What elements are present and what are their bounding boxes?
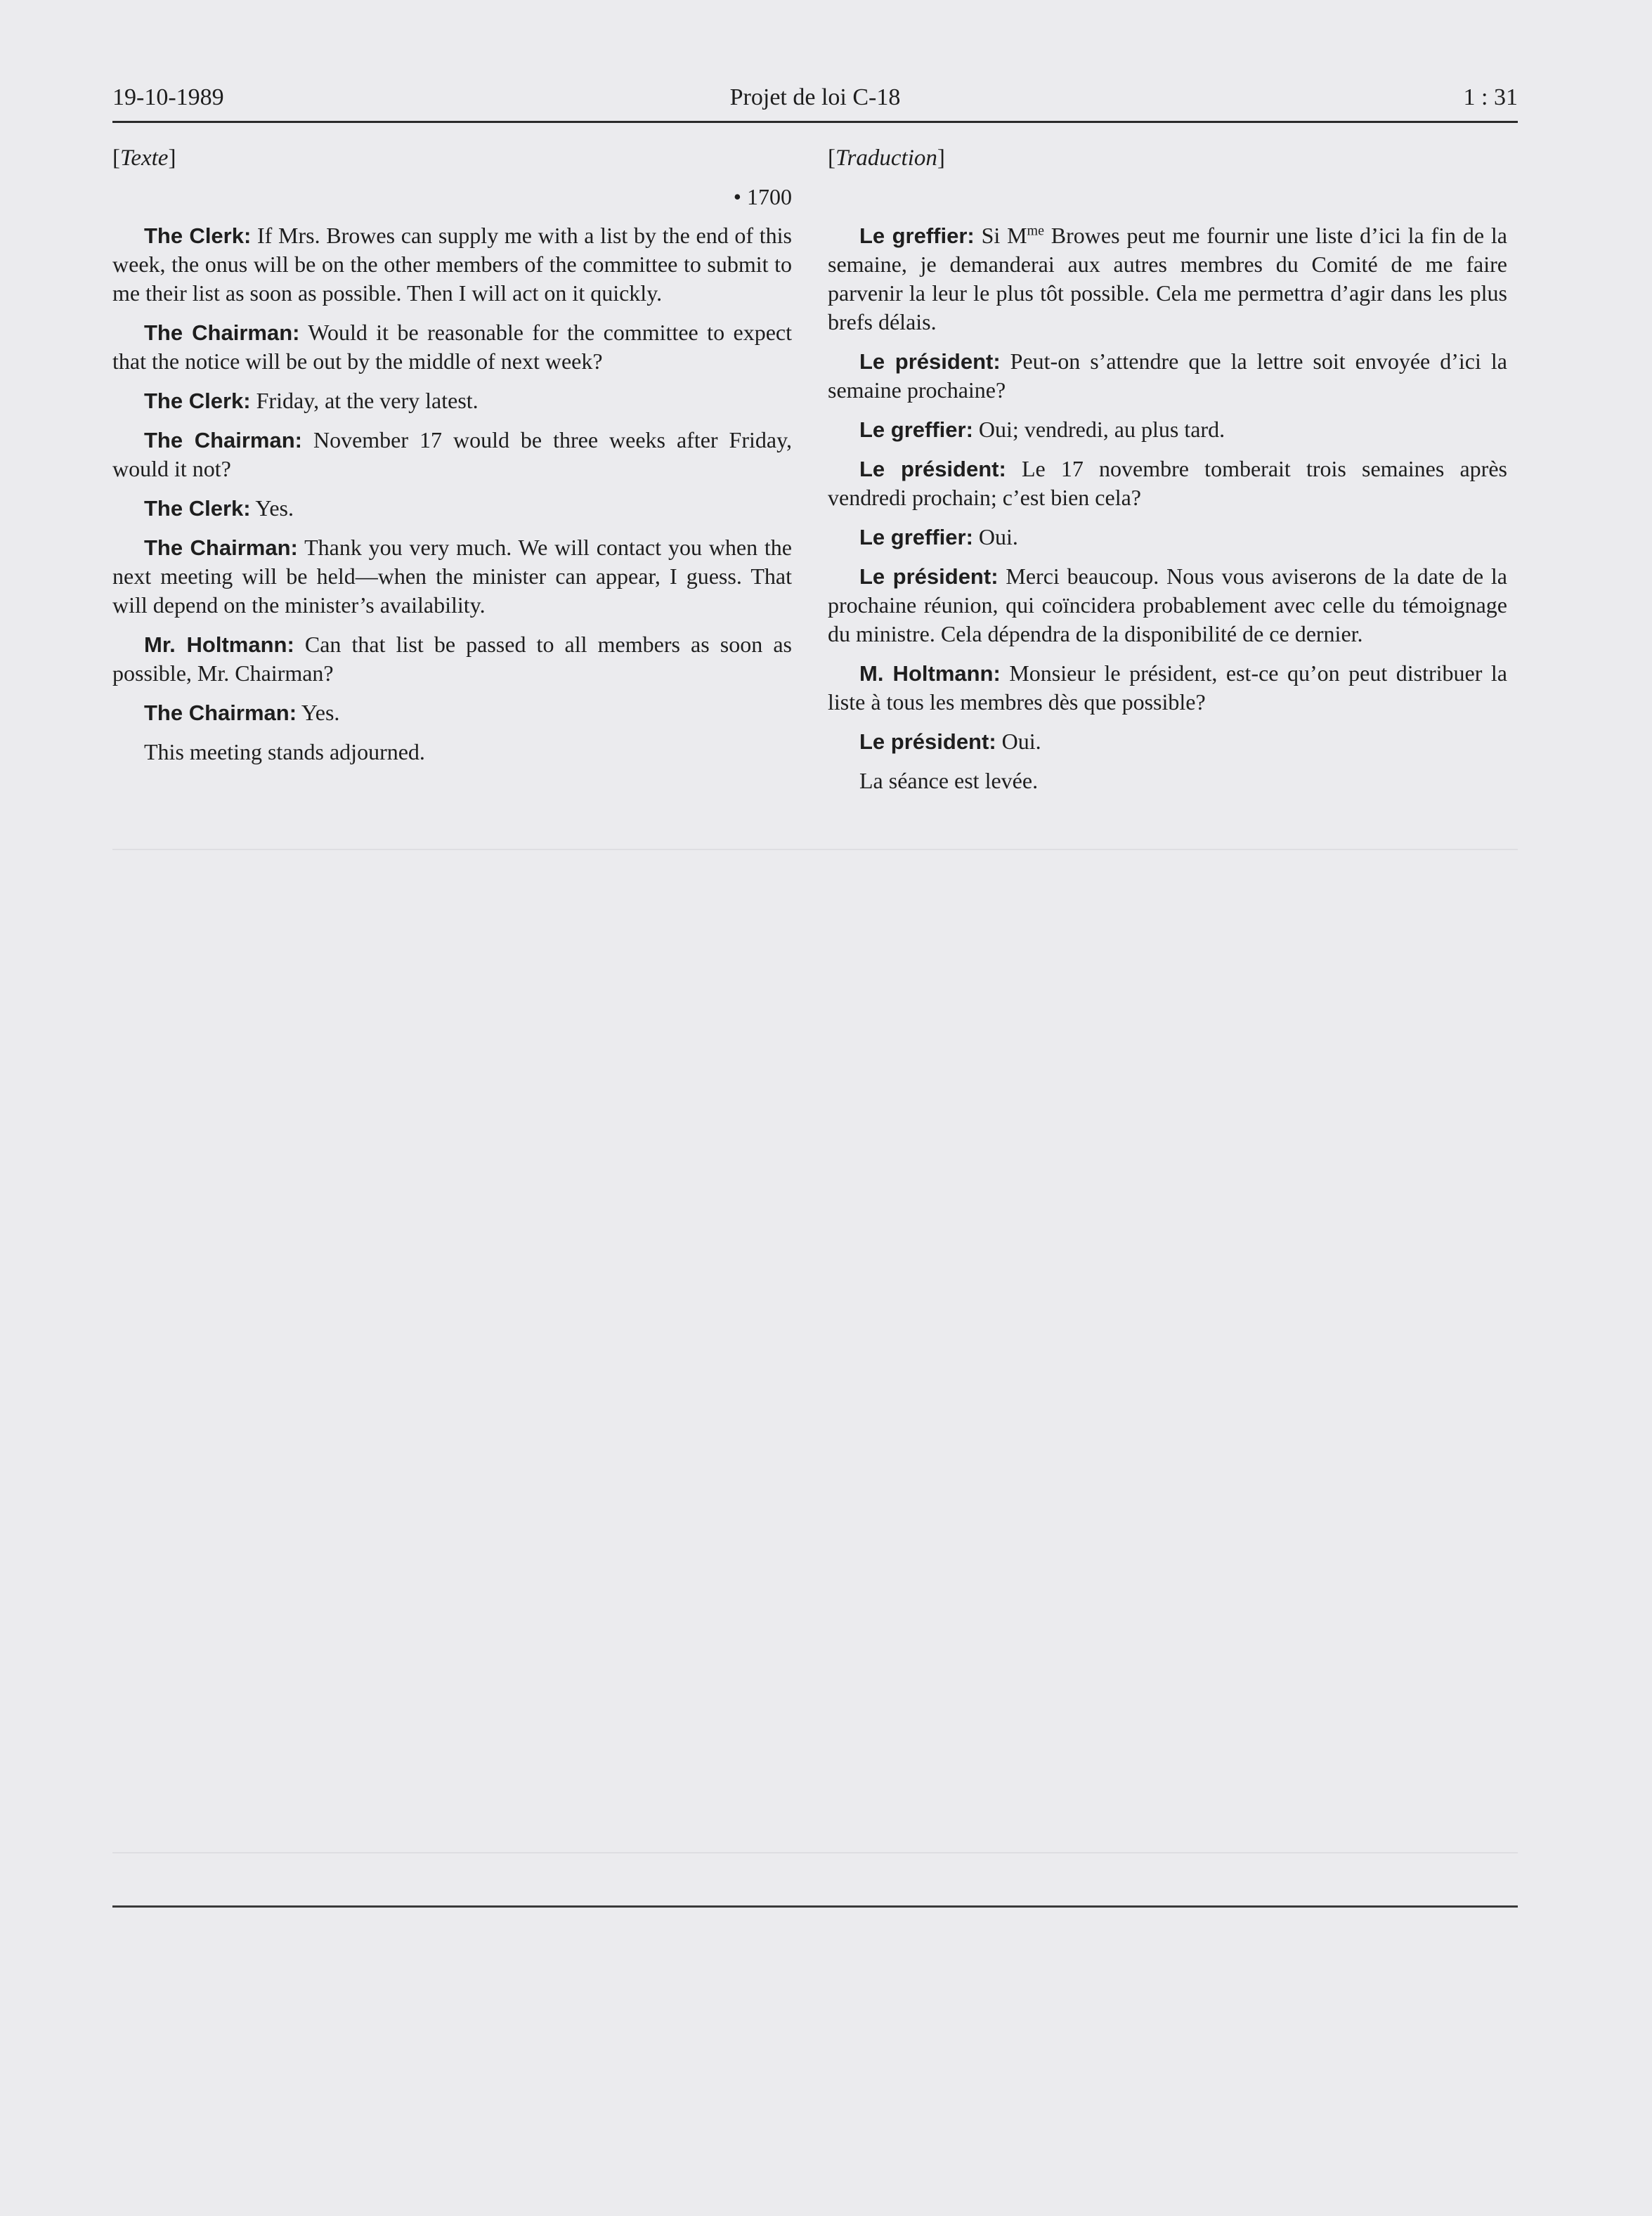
speech-text: La séance est levée.: [859, 768, 1039, 793]
timestamp-spacer: [828, 183, 1507, 211]
speech-text: Oui.: [996, 729, 1041, 754]
english-paragraph: [112, 426, 792, 483]
english-paragraph: [112, 221, 792, 308]
french-paragraph: [828, 659, 1507, 717]
french-paragraph: [828, 767, 1507, 795]
header-title: Projet de loi C-18: [729, 84, 901, 110]
french-column: [828, 144, 1507, 806]
speech-text: Would it be reasonable for the committee to expect that the notice will be out by the middle of next week?: [112, 320, 793, 374]
speech-text: Oui.: [973, 524, 1018, 549]
speech-text: November 17 would be three weeks after Friday, would it not?: [112, 427, 793, 481]
french-label-text: Traduction: [835, 145, 937, 171]
bleed-through-rule: [112, 849, 1518, 850]
speaker-name: The Chairman:: [144, 535, 298, 560]
superscript: me: [1027, 223, 1044, 239]
speaker-name: M. Holtmann:: [859, 661, 1001, 686]
footer-rule: [112, 1905, 1518, 1908]
speaker-name: Le président:: [859, 729, 996, 754]
speech-text: Thank you very much. We will contact you when the next meeting will be held—when the minister can appear, I guess. That will depend on the minister’s availability.: [112, 535, 793, 618]
timestamp: • 1700: [733, 184, 792, 209]
speaker-name: The Chairman:: [144, 320, 300, 345]
speaker-name: The Clerk:: [144, 496, 251, 521]
speech-text: Yes.: [250, 495, 294, 521]
speaker-name: Mr. Holtmann:: [144, 632, 294, 657]
english-label-text: Texte: [120, 145, 169, 171]
speech-text: Le 17 novembre tomberait trois semaines après vendredi prochain; c’est bien cela?: [828, 456, 1507, 510]
speech-text: Can that list be passed to all members as soon as possible, Mr. Chairman?: [112, 632, 792, 686]
speaker-name: Le greffier:: [859, 417, 973, 442]
speaker-name: Le greffier:: [859, 223, 975, 248]
english-paragraph: [112, 494, 792, 523]
french-paragraph: [828, 455, 1507, 512]
speech-text: Friday, at the very latest.: [250, 388, 479, 413]
english-section-label: [Texte]: [112, 145, 176, 171]
french-paragraph: [828, 727, 1507, 756]
header-date: 19-10-1989: [112, 84, 224, 110]
french-section-label: [Traduction]: [828, 145, 945, 171]
english-paragraph: [112, 698, 792, 727]
english-paragraph: [112, 533, 792, 620]
speech-text: Browes peut me fournir une liste d’ici la fin de la semaine, je demanderai aux autres membres du Comité de me faire parvenir la leur le plus tôt possible. Cela me permettra d’agir dans les plus brefs délais.: [828, 223, 1508, 334]
speech-text: Monsieur le président, est-ce qu’on peut distribuer la liste à tous les membres dès que possible?: [828, 660, 1508, 715]
speaker-name: The Clerk:: [144, 389, 251, 413]
french-paragraph: [828, 347, 1507, 405]
page-header: [112, 84, 1518, 123]
speaker-name: The Chairman:: [144, 700, 297, 725]
header-page-number: 1 : 31: [1463, 84, 1518, 110]
speaker-name: The Clerk:: [144, 223, 252, 248]
speech-text: Peut-on s’attendre que la lettre soit envoyée d’ici la semaine prochaine?: [828, 348, 1507, 403]
english-paragraph: [112, 738, 792, 767]
speech-text: If Mrs. Browes can supply me with a list by the end of this week, the onus will be on the other members of the committee to submit to me their list as soon as possible. Then I will act on it quickly.: [112, 223, 792, 306]
speech-text: Oui; vendredi, au plus tard.: [973, 417, 1225, 442]
speaker-name: Le président:: [859, 349, 1001, 374]
english-paragraph: [112, 630, 792, 688]
speech-text: Si M: [974, 223, 1027, 248]
speaker-name: Le président:: [859, 457, 1006, 481]
english-paragraph: [112, 386, 792, 415]
speech-text: This meeting stands adjourned.: [144, 739, 425, 764]
english-paragraph: [112, 318, 792, 376]
speaker-name: Le président:: [859, 564, 999, 589]
speech-text: Merci beaucoup. Nous vous aviserons de la date de la prochaine réunion, qui coïncidera probablement avec celle du témoignage du ministre. Cela dépendra de la disponibilité de ce dernier.: [828, 563, 1507, 646]
speaker-name: Le greffier:: [859, 525, 973, 549]
speaker-name: The Chairman:: [144, 428, 302, 452]
french-paragraph: [828, 562, 1507, 648]
french-paragraph: [828, 221, 1507, 337]
english-column: [112, 144, 792, 777]
french-paragraph: [828, 415, 1507, 444]
french-paragraph: [828, 523, 1507, 552]
speech-text: Yes.: [297, 700, 340, 725]
bleed-through-rule: [112, 1852, 1518, 1853]
